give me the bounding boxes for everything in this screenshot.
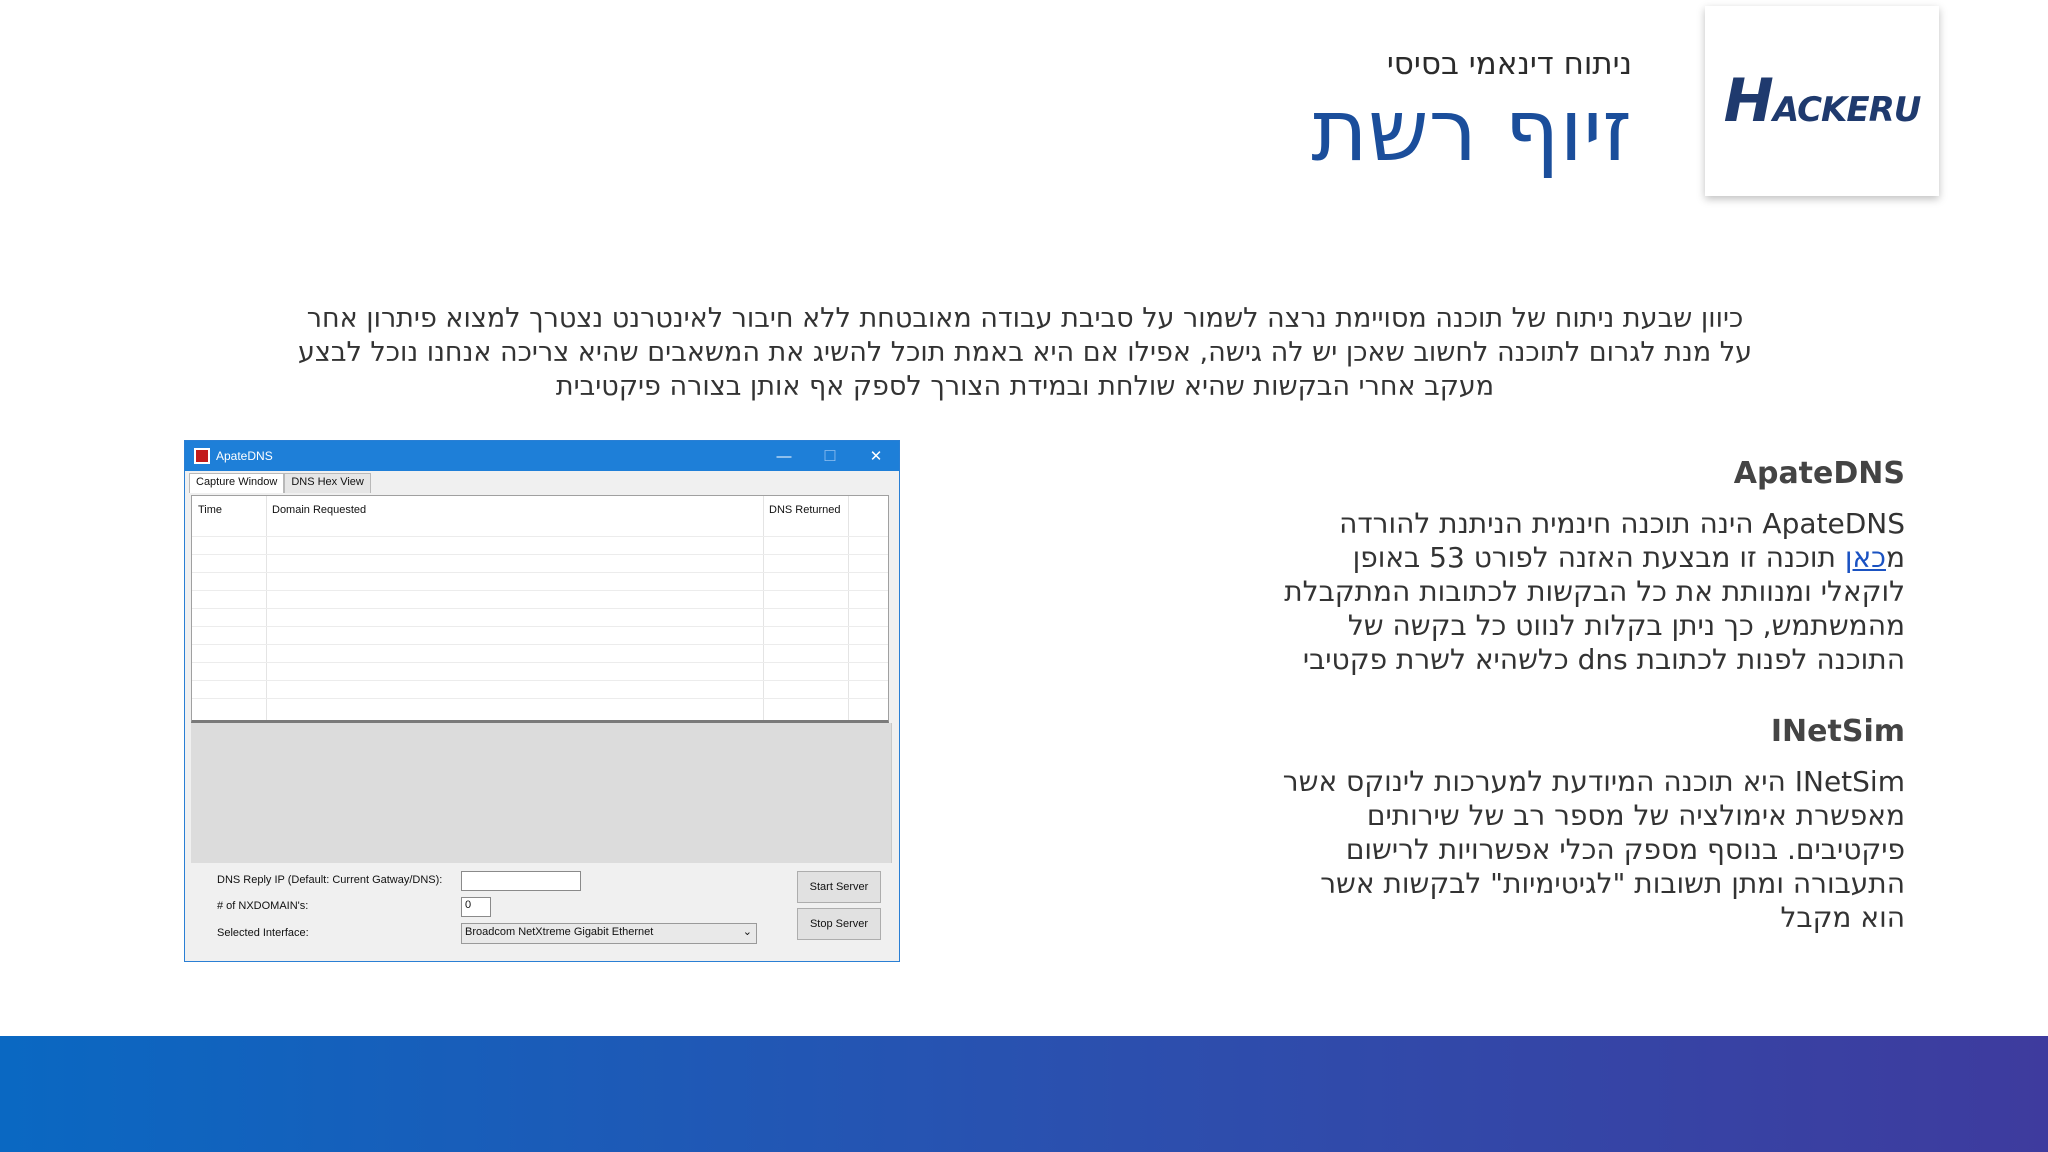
apatedns-window — [184, 440, 900, 962]
inetsim-line: פיקטיבים. בנוסף מספק הכלי אפשרויות לרישום — [1345, 833, 1905, 866]
start-server-button[interactable]: Start Server — [797, 871, 881, 903]
tab-capture-window[interactable]: Capture Window — [189, 473, 284, 493]
slide-subtitle: ניתוח דינאמי בסיסי — [1386, 46, 1632, 82]
app-icon — [194, 448, 210, 464]
close-icon[interactable]: ✕ — [869, 448, 883, 465]
column-header-dns-returned[interactable]: DNS Returned — [769, 504, 841, 516]
apatedns-line: התוכנה לפנות לכתובת dns כלשהיא לשרת פקטיבי — [1302, 643, 1905, 676]
interface-label: Selected Interface: — [217, 927, 309, 939]
apatedns-line: מכאן תוכנה זו מבצעת האזנה לפורט 53 באופן — [1352, 541, 1905, 574]
capture-list[interactable] — [191, 495, 889, 723]
column-header-domain[interactable]: Domain Requested — [272, 504, 367, 516]
maximize-icon[interactable]: ☐ — [823, 448, 837, 465]
intro-paragraph — [240, 302, 1810, 404]
download-link[interactable]: כאן — [1844, 541, 1886, 574]
chevron-down-icon: ⌄ — [742, 926, 752, 938]
intro-line: על מנת לגרום לתוכנה לחשוב שאכן יש לה גישה, אפילו אם היא באמת תוכל להשיג את המשאבים שהיא צריכה אנחנו נוכל לבצע — [297, 337, 1753, 368]
window-titlebar[interactable] — [185, 441, 899, 471]
inetsim-line: INetSim היא תוכנה המיודעת למערכות לינוקס אשר — [1282, 765, 1905, 798]
apatedns-heading: ApateDNS — [1733, 456, 1905, 491]
apatedns-section — [1165, 456, 1905, 677]
window-title: ApateDNS — [216, 449, 273, 463]
stop-server-button[interactable]: Stop Server — [797, 908, 881, 940]
inetsim-line: הוא מקבל — [1780, 901, 1905, 934]
nxdomain-label: # of NXDOMAIN's: — [217, 900, 309, 912]
logo-text: HACKERU — [1723, 66, 1921, 136]
slide-title: זיוף רשת — [1311, 81, 1632, 181]
apatedns-line: לוקאלי ומנוותת את כל הבקשות לכתובות המתקבלת — [1284, 575, 1905, 608]
tab-strip — [189, 473, 371, 493]
inetsim-line: התעבורה ומתן תשובות "לגיטימיות" לבקשות אשר — [1320, 867, 1905, 900]
apatedns-line: ApateDNS הינה תוכנה חינמית הניתנת להורדה — [1339, 507, 1905, 540]
hackeru-logo — [1705, 6, 1939, 196]
nxdomain-input[interactable]: 0 — [461, 897, 491, 917]
column-header-time[interactable]: Time — [198, 504, 223, 516]
intro-line: מעקב אחרי הבקשות שהיא שולחת ובמידת הצורך לספק אף אותן בצורה פיקטיבית — [555, 371, 1495, 402]
apatedns-line: מהמשתמש, כך ניתן בקלות לנווט כל בקשה של — [1347, 609, 1905, 642]
intro-line: כיוון שבעת ניתוח של תוכנה מסויימת נרצה לשמור על סביבת עבודה מאובטחת ללא חיבור לאינטרנט נצטרך למצוא פיתרון אחר — [306, 303, 1744, 334]
footer-band — [0, 1036, 2048, 1152]
interface-select[interactable]: Broadcom NetXtreme Gigabit Ethernet ⌄ — [461, 923, 757, 944]
log-area — [191, 723, 892, 863]
tab-dns-hex-view[interactable]: DNS Hex View — [284, 473, 371, 493]
reply-ip-label: DNS Reply IP (Default: Current Gatway/DNS): — [217, 874, 443, 886]
minimize-icon[interactable]: — — [776, 447, 792, 465]
inetsim-heading: INetSim — [1770, 714, 1905, 749]
reply-ip-input[interactable] — [461, 871, 581, 891]
inetsim-section — [1165, 714, 1905, 935]
inetsim-line: מאפשרת אימולציה של מספר רב של שירותים — [1366, 799, 1905, 832]
